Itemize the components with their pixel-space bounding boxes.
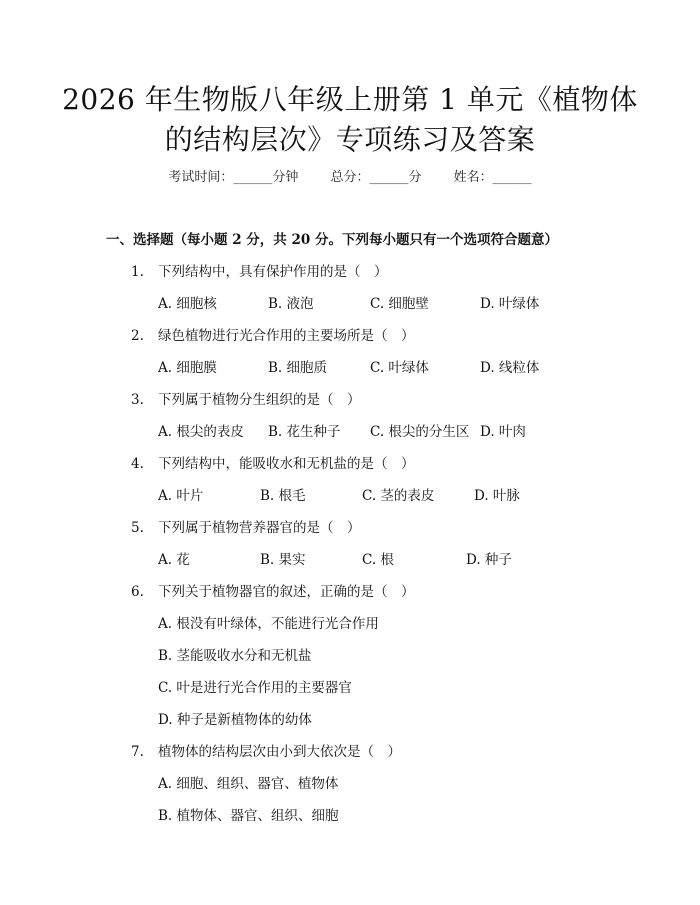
question-5 bbox=[131, 516, 361, 536]
section-heading: 一、选择题（每小题 2 分，共 20 分。下列每小题只有一个选项符合题意） bbox=[106, 232, 558, 248]
option-c: C. 根 bbox=[362, 552, 394, 568]
option-d: D. 叶脉 bbox=[474, 488, 520, 504]
question-stem: 下列属于植物营养器官的是（ ） bbox=[158, 520, 361, 536]
question-number: 5. bbox=[131, 520, 144, 536]
option-a: A. 根尖的表皮 bbox=[158, 424, 244, 440]
option-a: A. 叶片 bbox=[158, 488, 204, 504]
option-b: B. 茎能吸收水分和无机盐 bbox=[158, 648, 312, 664]
question-stem: 绿色植物进行光合作用的主要场所是（ ） bbox=[158, 328, 415, 344]
title-line-1: 2026 年生物版八年级上册第 1 单元《植物体 bbox=[62, 83, 638, 116]
option-d: D. 种子是新植物体的幼体 bbox=[158, 712, 312, 728]
option-b: B. 果实 bbox=[260, 552, 306, 568]
option-c: C. 根尖的分生区 bbox=[370, 424, 470, 440]
option-c: C. 叶是进行光合作用的主要器官 bbox=[158, 680, 352, 696]
option-b: B. 根毛 bbox=[260, 488, 306, 504]
option-a: A. 细胞膜 bbox=[158, 360, 217, 376]
question-3 bbox=[131, 388, 361, 408]
question-stem: 植物体的结构层次由小到大依次是（ ） bbox=[158, 744, 401, 760]
question-number: 4. bbox=[131, 456, 144, 472]
option-c: C. 叶绿体 bbox=[370, 360, 429, 376]
question-stem: 下列结构中，具有保护作用的是（ ） bbox=[158, 264, 388, 280]
student-name: 姓名：______ bbox=[453, 170, 532, 185]
option-a: A. 细胞核 bbox=[158, 296, 217, 312]
exam-meta bbox=[0, 166, 700, 185]
option-d: D. 种子 bbox=[466, 552, 512, 568]
question-number: 2. bbox=[131, 328, 144, 344]
question-number: 1. bbox=[131, 264, 144, 280]
option-d: D. 线粒体 bbox=[480, 360, 540, 376]
question-4 bbox=[131, 452, 415, 472]
option-b: B. 植物体、器官、组织、细胞 bbox=[158, 808, 339, 824]
question-7 bbox=[131, 740, 401, 760]
option-b: B. 花生种子 bbox=[268, 424, 341, 440]
question-number: 3. bbox=[131, 392, 144, 408]
title-line-2: 的结构层次》专项练习及答案 bbox=[164, 123, 536, 156]
option-a: A. 细胞、组织、器官、植物体 bbox=[158, 776, 339, 792]
option-b: B. 液泡 bbox=[268, 296, 314, 312]
option-d: D. 叶肉 bbox=[480, 424, 526, 440]
question-number: 7. bbox=[131, 744, 144, 760]
option-a: A. 根没有叶绿体，不能进行光合作用 bbox=[158, 616, 379, 632]
option-d: D. 叶绿体 bbox=[480, 296, 540, 312]
option-c: C. 细胞壁 bbox=[370, 296, 429, 312]
total-score: 总分：______分 bbox=[330, 170, 422, 185]
question-stem: 下列结构中，能吸收水和无机盐的是（ ） bbox=[158, 456, 415, 472]
question-stem: 下列属于植物分生组织的是（ ） bbox=[158, 392, 361, 408]
question-2 bbox=[131, 324, 415, 344]
question-stem: 下列关于植物器官的叙述，正确的是（ ） bbox=[158, 584, 415, 600]
exam-time: 考试时间：______分钟 bbox=[168, 170, 299, 185]
question-1 bbox=[131, 260, 388, 280]
question-6 bbox=[131, 580, 415, 600]
option-a: A. 花 bbox=[158, 552, 190, 568]
question-number: 6. bbox=[131, 584, 144, 600]
option-b: B. 细胞质 bbox=[268, 360, 328, 376]
option-c: C. 茎的表皮 bbox=[362, 488, 435, 504]
